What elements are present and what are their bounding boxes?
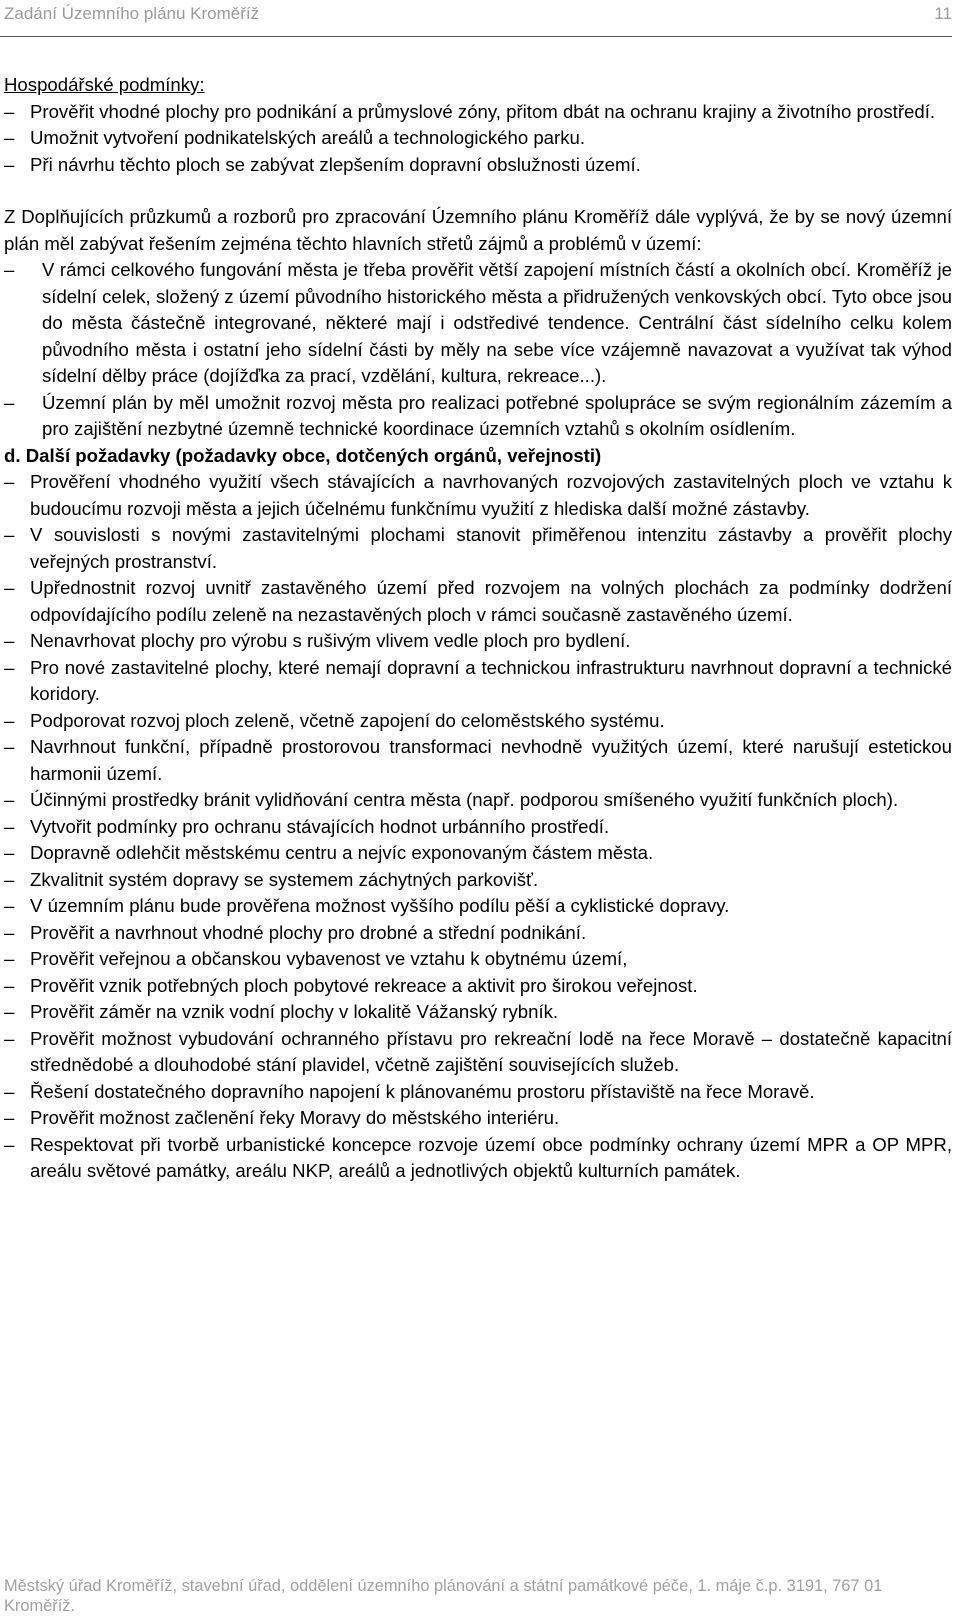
list-item: – Prověřit záměr na vznik vodní plochy v lokalitě Vážanský rybník. <box>4 999 952 1026</box>
document-body <box>4 72 952 1185</box>
list-item: – V souvislosti s novými zastavitelnými plochami stanovit přiměřenou intenzitu zástavby a prověřit plochy veřejných prostranství. <box>4 522 952 575</box>
section-d-heading: d. Další požadavky (požadavky obce, dotčených orgánů, veřejnosti) <box>4 444 602 466</box>
list-item: – Upřednostnit rozvoj uvnitř zastavěného území před rozvojem na volných plochách za podmínky dodržení odpovídajícího podílu zeleně na nezastavěných ploch v rámci současně zastavěného území. <box>4 575 952 628</box>
list-item: – Podporovat rozvoj ploch zeleně, včetně zapojení do celoměstského systému. <box>4 708 952 735</box>
list-item: – V územním plánu bude prověřena možnost vyššího podílu pěší a cyklistické dopravy. <box>4 893 952 920</box>
list-item: – Dopravně odlehčit městskému centru a nejvíc exponovaným částem města. <box>4 840 952 867</box>
list-item: – Prověřit vznik potřebných ploch pobytové rekreace a aktivit pro širokou veřejnost. <box>4 973 952 1000</box>
page-number: 11 <box>934 4 952 23</box>
list-item: – Prověřit možnost vybudování ochranného přístavu pro rekreační lodě na řece Moravě – dostatečně kapacitní střednědobé a dlouhodobé stání plavidel, včetně zajištění souvisejících služeb. <box>4 1026 952 1079</box>
list-item: – Vytvořit podmínky pro ochranu stávajících hodnot urbánního prostředí. <box>4 814 952 841</box>
list-item: – Prověření vhodného využití všech stávajících a navrhovaných rozvojových zastavitelných ploch ve vztahu k budoucímu rozvoji města a jejich účelnému funkčnímu využití z hlediska další možné zástavby. <box>4 469 952 522</box>
list-item: – Navrhnout funkční, případně prostorovou transformaci nevhodně využitých území, které narušují estetickou harmonii území. <box>4 734 952 787</box>
list-item: – Prověřit veřejnou a občanskou vybavenost ve vztahu k obytnému území, <box>4 946 952 973</box>
economic-heading: Hospodářské podmínky: <box>4 74 205 95</box>
list-item: – Prověřit možnost začlenění řeky Moravy do městského interiéru. <box>4 1105 952 1132</box>
document-title: Zadání Územního plánu Kroměříž <box>4 4 260 23</box>
list-item: – Umožnit vytvoření podnikatelských areálů a technologického parku. <box>4 125 952 152</box>
list-item: – Pro nové zastavitelné plochy, které nemají dopravní a technickou infrastrukturu navrhnout dopravní a technické koridory. <box>4 655 952 708</box>
page-footer: Městský úřad Kroměříž, stavební úřad, oddělení územního plánování a státní památkové péče, 1. máje č.p. 3191, 767 01 Kroměříž. <box>4 1577 883 1615</box>
list-item: – Při návrhu těchto ploch se zabývat zlepšením dopravní obslužnosti území. <box>4 152 952 179</box>
page-header <box>0 0 952 37</box>
economic-list <box>4 99 952 179</box>
list-item: – V rámci celkového fungování města je třeba prověřit větší zapojení místních částí a okolních obcí. Kroměříž je sídelní celek, složený z území původního historického města a přidružených venkovských obcí. Tyto obce jsou do města částečně integrované, některé mají i odstředivé tendence. Centrální část sídelního celku kolem původního města i ostatní jeho sídelní části by měly na sebe více vzájemně navazovat a využívat tak výhod sídelní dělby práce (dojížďka za prací, vzdělání, kultura, rekreace...). <box>4 257 952 390</box>
analysis-list <box>4 257 952 443</box>
list-item: – Nenavrhovat plochy pro výrobu s rušivým vlivem vedle ploch pro bydlení. <box>4 628 952 655</box>
list-item: – Zkvalitnit systém dopravy se systemem záchytných parkovišť. <box>4 867 952 894</box>
list-item: – Prověřit a navrhnout vhodné plochy pro drobné a střední podnikání. <box>4 920 952 947</box>
list-item: – Řešení dostatečného dopravního napojení k plánovanému prostoru přístaviště na řece Moravě. <box>4 1079 952 1106</box>
list-item: – Územní plán by měl umožnit rozvoj města pro realizaci potřebné spolupráce se svým regionálním zázemím a pro zajištění nezbytné územně technické koordinace územních vztahů s okolním osídlením. <box>4 390 952 443</box>
list-item: – Účinnými prostředky bránit vylidňování centra města (např. podporou smíšeného využití funkčních ploch). <box>4 787 952 814</box>
list-item: – Respektovat při tvorbě urbanistické koncepce rozvoje území obce podmínky ochrany území MPR a OP MPR, areálu světové památky, areálu NKP, areálů a jednotlivých objektů kulturních památek. <box>4 1132 952 1185</box>
requirements-list <box>4 469 952 1185</box>
analysis-intro: Z Doplňujících průzkumů a rozborů pro zpracování Územního plánu Kroměříž dále vyplývá, že by se nový územní plán měl zabývat řešením zejména těchto hlavních střetů zájmů a problémů v území: <box>4 206 952 254</box>
list-item: – Prověřit vhodné plochy pro podnikání a průmyslové zóny, přitom dbát na ochranu krajiny a životního prostředí. <box>4 99 952 126</box>
